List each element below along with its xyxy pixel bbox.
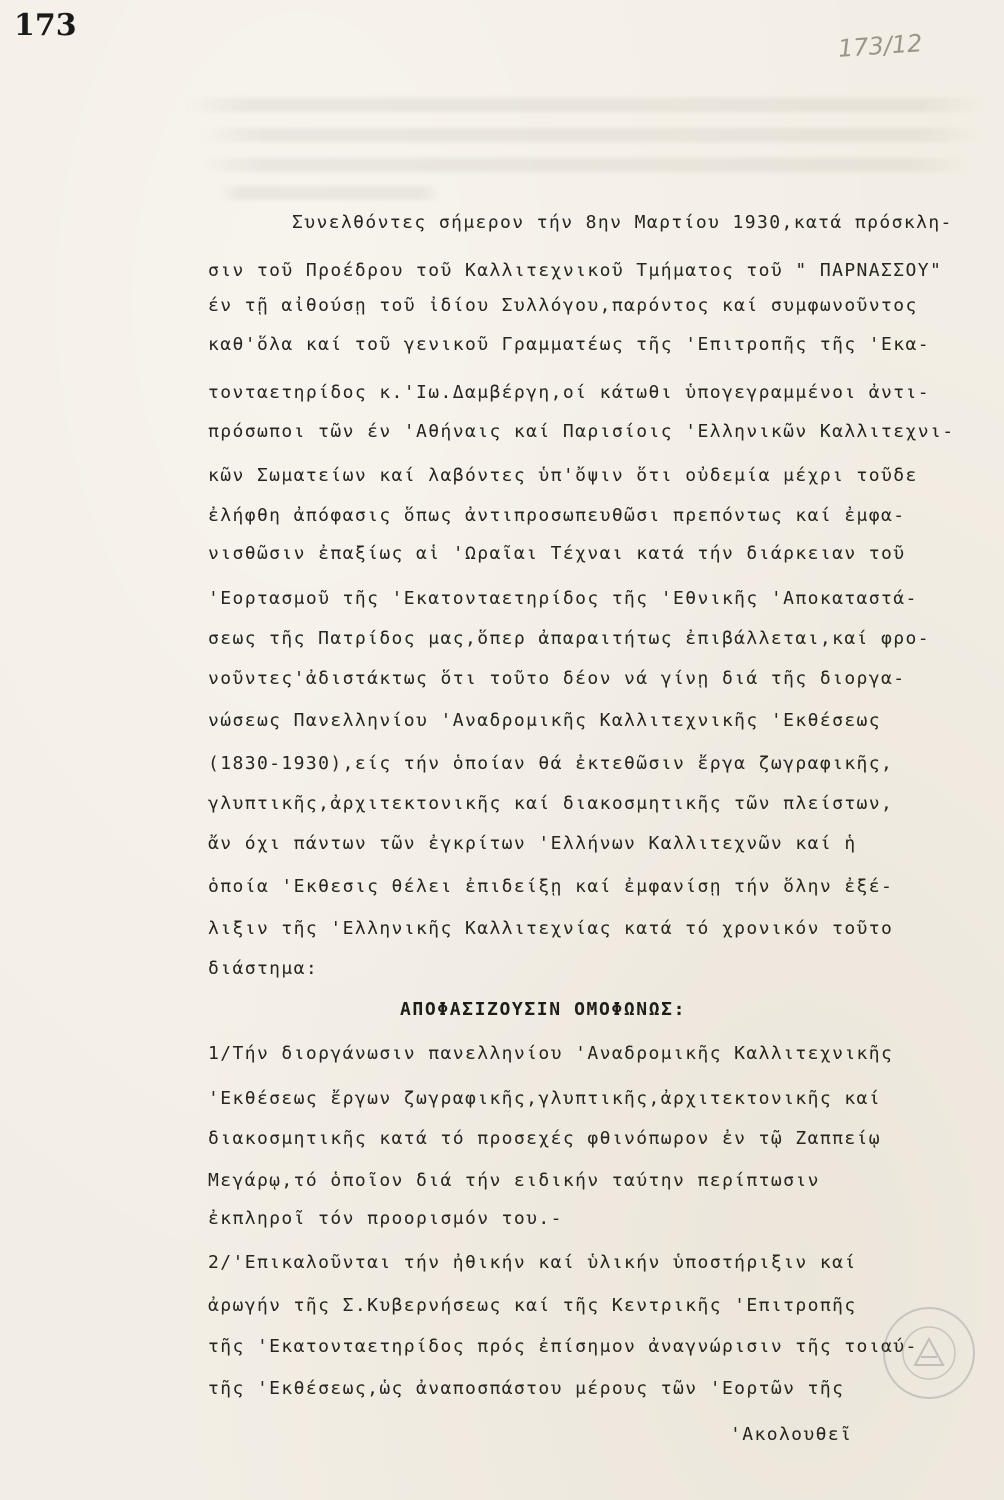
resolution-line: τῆς 'Εκθέσεως,ὡς ἀναποσπάστου μέρους τῶν 'Εορτῶν τῆς <box>208 1378 845 1399</box>
body-line: διάστημα: <box>208 958 319 979</box>
body-line: γλυπτικῆς,ἀρχιτεκτονικῆς καί διακοσμητικῆς τῶν πλείστων, <box>208 793 894 814</box>
bleed-through-line <box>200 158 970 172</box>
resolution-line: 'Εκθέσεως ἔργων ζωγραφικῆς,γλυπτικῆς,ἀρχιτεκτονικῆς καί <box>208 1088 882 1109</box>
catchword: 'Ακολουθεῖ <box>730 1424 853 1445</box>
archive-stamp <box>883 1307 975 1399</box>
folio-number: 173 <box>14 8 77 43</box>
body-line: πρόσωποι τῶν έν 'Αθήναις καί Παρισίοις 'Ελληνικῶν Καλλιτεχνι- <box>208 421 955 442</box>
body-line: σεως τῆς Πατρίδος μας,ὅπερ ἀπαραιτήτως ἐπιβάλλεται,καί φρο- <box>208 628 930 649</box>
resolution-line: τῆς 'Εκατονταετηρίδος πρός ἐπίσημον ἀναγνώρισιν τῆς τοιαύ- <box>208 1336 918 1357</box>
body-line: καθ'ὅλα καί τοῦ γενικοῦ Γραμματέως τῆς 'Επιτροπῆς τῆς 'Εκα- <box>208 334 930 355</box>
body-line: λιξιν τῆς 'Ελληνικῆς Καλλιτεχνίας κατά τό χρονικόν τοῦτο <box>208 918 894 939</box>
resolution-line: 1/Τήν διοργάνωσιν πανελληνίου 'Αναδρομικῆς Καλλιτεχνικῆς <box>208 1043 894 1064</box>
resolution-line: Μεγάρῳ,τό ὁποῖον διά τήν ειδικήν ταύτην περίπτωσιν <box>208 1170 820 1191</box>
body-line: κῶν Σωματείων καί λαβόντες ὑπ'ὄψιν ὅτι οὐδεμία μέχρι τοῦδε <box>208 465 918 486</box>
body-line: 'Εορτασμοῦ τῆς 'Εκατονταετηρίδος τῆς 'Εθνικῆς 'Αποκαταστά- <box>208 588 918 609</box>
body-line: ὁποία 'Εκθεσις θέλει ἐπιδείξῃ καί ἐμφανίσῃ τήν ὅλην ἐξέ- <box>208 876 894 897</box>
resolution-line: 2/'Επικαλοῦνται τήν ἠθικήν καί ὑλικήν ὑποστήριξιν καί <box>208 1252 857 1273</box>
body-line: νοῦντες'ἀδιστάκτως ὅτι τοῦτο δέον νά γίνῃ διά τῆς διοργα- <box>208 668 906 689</box>
bleed-through-line <box>220 186 440 200</box>
body-line: νισθῶσιν ἐπαξίως αἱ 'Ωραῖαι Τέχναι κατά τήν διάρκειαν τοῦ <box>208 543 906 564</box>
body-line: σιν τοῦ Προέδρου τοῦ Καλλιτεχνικοῦ Τμήματος τοῦ " ΠΑΡΝΑΣΣΟΥ" <box>208 260 943 281</box>
body-line: έν τῇ αἰθούσῃ τοῦ ἰδίου Συλλόγου,παρόντος καί συμφωνοῦντος <box>208 295 918 316</box>
pencil-annotation: 173/12 <box>837 29 924 63</box>
body-line: τονταετηρίδος κ.'Ιω.Δαμβέργη,οί κάτωθι ὑπογεγραμμένοι ἀντι- <box>208 382 930 403</box>
resolution-line: ἐκπληροῖ τόν προορισμόν του.- <box>208 1208 563 1229</box>
body-line: Συνελθόντες σήμερον τήν 8ην Μαρτίου 1930,κατά πρόσκλη- <box>292 212 953 233</box>
resolution-line: ἀρωγήν τῆς Σ.Κυβερνήσεως καί τῆς Κεντρικῆς 'Επιτροπῆς <box>208 1295 857 1316</box>
body-line: ἄν όχι πάντων τῶν ἐγκρίτων 'Ελλήνων Καλλιτεχνῶν καί ἡ <box>208 833 857 854</box>
resolution-heading: ΑΠΟΦΑΣΙΖΟΥΣΙΝ ΟΜΟΦΩΝΩΣ: <box>400 999 687 1020</box>
archive-emblem-icon <box>899 1323 959 1383</box>
body-line: ἐλήφθη ἀπόφασις ὅπως ἀντιπροσωπευθῶσι πρεπόντως καί ἐμφα- <box>208 505 906 526</box>
body-line: νώσεως Πανελληνίου 'Αναδρομικῆς Καλλιτεχνικῆς 'Εκθέσεως <box>208 710 882 731</box>
body-line: (1830-1930),είς τήν ὁποίαν θά ἐκτεθῶσιν ἔργα ζωγραφικῆς, <box>208 753 894 774</box>
bleed-through-line <box>200 128 980 142</box>
resolution-line: διακοσμητικῆς κατά τό προσεχές φθινόπωρον ἐν τῷ Ζαππείῳ <box>208 1128 882 1149</box>
bleed-through-line <box>185 98 985 112</box>
